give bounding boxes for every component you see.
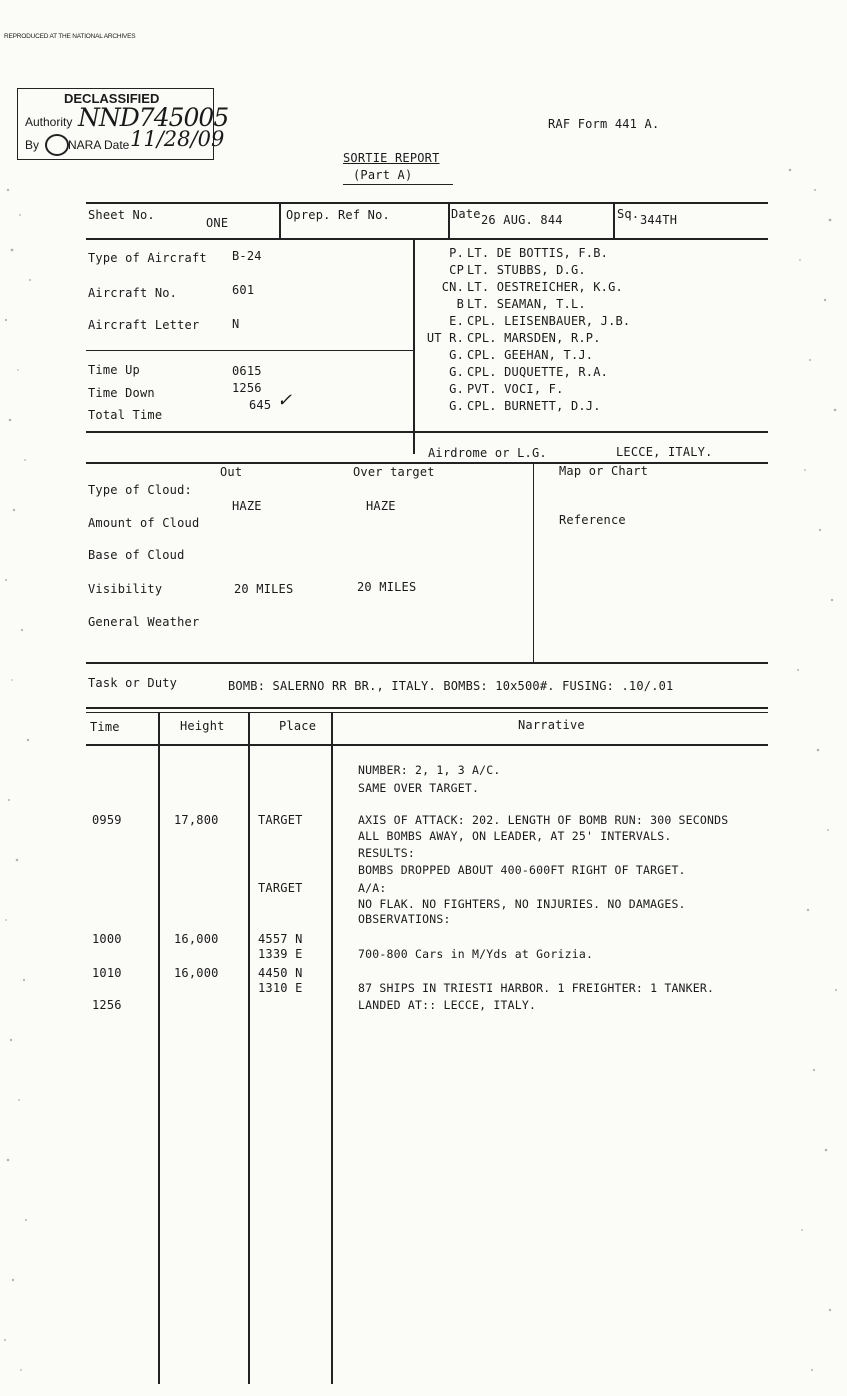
log-narrative: RESULTS: [358, 846, 415, 860]
sq-label: Sq. [617, 207, 640, 221]
crew-name: LT. SEAMAN, T.L. [467, 297, 586, 311]
declassified-heading: DECLASSIFIED [64, 91, 160, 106]
crew-role: G. [449, 382, 464, 396]
crew-name: CPL. MARSDEN, R.P. [467, 331, 601, 345]
scan-noise-left [0, 160, 40, 1396]
log-narrative: SAME OVER TARGET. [358, 781, 480, 795]
crew-role: E. [449, 314, 464, 328]
task-label: Task or Duty [88, 676, 178, 690]
authority-label: Authority [25, 115, 73, 129]
check-mark: ✓ [277, 390, 293, 411]
airdrome-label: Airdrome or L.G. [428, 446, 547, 460]
log-narrative: NO FLAK. NO FIGHTERS, NO INJURIES. NO DAMAGES. [358, 897, 686, 911]
crew-role: G. [449, 399, 464, 413]
crew-divider [413, 238, 415, 454]
sheet-label: Sheet No. [88, 208, 155, 222]
oprep-label: Oprep. Ref No. [286, 208, 390, 222]
cloud-amount-out: HAZE [232, 499, 262, 513]
weather-top-rule [86, 462, 768, 464]
form-number: RAF Form 441 A. [548, 117, 660, 131]
over-target-label: Over target [353, 465, 435, 479]
crew-name: CPL. LEISENBAUER, J.B. [467, 314, 631, 328]
crew-name: CPL. GEEHAN, T.J. [467, 348, 594, 362]
log-height: 16,000 [174, 932, 219, 946]
log-narrative: NUMBER: 2, 1, 3 A/C. [358, 763, 501, 777]
log-height: 16,000 [174, 966, 219, 980]
crew-role: UT R. [426, 331, 464, 345]
log-header-height: Height [180, 719, 225, 733]
sheet-value: ONE [206, 216, 229, 230]
declassified-stamp [17, 88, 229, 160]
header-bottom-rule [86, 238, 768, 240]
log-col-div-1 [158, 712, 160, 1384]
header-div-3 [613, 202, 615, 238]
aircraft-letter-value: N [232, 317, 240, 331]
task-value: BOMB: SALERNO RR BR., ITALY. BOMBS: 10x500#. FUSING: .10/.01 [228, 679, 674, 693]
title-rule [343, 184, 453, 185]
log-header-narrative: Narrative [518, 718, 585, 732]
log-col-div-3 [331, 712, 333, 1384]
crew-row [418, 365, 608, 379]
crew-row [418, 382, 564, 396]
crew-bottom-rule [86, 431, 768, 433]
crew-row [418, 331, 601, 345]
log-narrative: A/A: [358, 881, 387, 895]
reference-label: Reference [559, 513, 626, 527]
crew-name: CPL. BURNETT, D.J. [467, 399, 601, 413]
visibility-over: 20 MILES [357, 580, 417, 594]
date-label: Date [451, 207, 481, 221]
form-subtitle: (Part A) [353, 168, 413, 182]
crew-name: LT. OESTREICHER, K.G. [467, 280, 623, 294]
authority-value: NND745005 [78, 103, 229, 132]
map-chart-label: Map or Chart [559, 464, 649, 478]
visibility-label: Visibility [88, 582, 163, 596]
log-header-time: Time [90, 720, 120, 734]
log-place: 1310 E [258, 981, 303, 995]
weather-bottom-rule [86, 662, 768, 664]
visibility-out: 20 MILES [234, 582, 294, 596]
out-label: Out [220, 465, 243, 479]
log-narrative: LANDED AT:: LECCE, ITALY. [358, 998, 537, 1012]
log-place: TARGET [258, 813, 303, 827]
log-narrative: ALL BOMBS AWAY, ON LEADER, AT 25' INTERVALS. [358, 829, 672, 843]
log-place: 4450 N [258, 966, 303, 980]
crew-row [418, 314, 630, 328]
log-place: TARGET [258, 881, 303, 895]
log-col-div-2 [248, 712, 250, 1384]
cloud-amount-label: Amount of Cloud [88, 516, 200, 530]
initials-mark [45, 134, 69, 156]
by-label: By [25, 138, 40, 152]
scan-noise-right [770, 150, 847, 1396]
log-header-place: Place [279, 719, 317, 733]
crew-role: CP [449, 263, 464, 277]
nara-date-value: 11/28/09 [130, 127, 225, 151]
form-title: SORTIE REPORT [343, 151, 440, 165]
header-div-2 [448, 202, 450, 238]
log-narrative: BOMBS DROPPED ABOUT 400-600FT RIGHT OF TARGET. [358, 863, 686, 877]
log-time: 0959 [92, 813, 122, 827]
crew-row [418, 263, 586, 277]
header-top-rule [86, 202, 768, 204]
time-up-value: 0615 [232, 364, 262, 378]
aircraft-number-label: Aircraft No. [88, 286, 178, 300]
log-time: 1000 [92, 932, 122, 946]
log-header-rule [86, 744, 768, 746]
task-bottom-rule [86, 707, 768, 709]
airdrome-value: LECCE, ITALY. [616, 445, 713, 459]
crew-row [418, 297, 586, 311]
crew-row [418, 280, 623, 294]
total-time-label: Total Time [88, 408, 163, 422]
crew-row [418, 348, 593, 362]
log-narrative: 700-800 Cars in M/Yds at Gorizia. [358, 947, 594, 961]
crew-name: CPL. DUQUETTE, R.A. [467, 365, 609, 379]
time-down-label: Time Down [88, 386, 155, 400]
general-weather-label: General Weather [88, 615, 200, 629]
crew-row [418, 246, 608, 260]
aircraft-type-label: Type of Aircraft [88, 251, 207, 265]
crew-name: PVT. VOCI, F. [467, 382, 564, 396]
log-place: 1339 E [258, 947, 303, 961]
header-div-1 [279, 202, 281, 238]
crew-name: LT. STUBBS, D.G. [467, 263, 586, 277]
time-down-value: 1256 [232, 381, 262, 395]
weather-map-divider [533, 462, 534, 662]
crew-role: P. [449, 246, 464, 260]
cloud-amount-over: HAZE [366, 499, 396, 513]
aircraft-rule [86, 350, 413, 351]
log-narrative: OBSERVATIONS: [358, 912, 451, 926]
crew-role: B [456, 297, 464, 311]
cloud-base-label: Base of Cloud [88, 548, 185, 562]
log-place: 4557 N [258, 932, 303, 946]
aircraft-letter-label: Aircraft Letter [88, 318, 200, 332]
crew-name: LT. DE BOTTIS, F.B. [467, 246, 609, 260]
log-time: 1010 [92, 966, 122, 980]
date-value: 26 AUG. 844 [481, 213, 563, 227]
crew-role: CN. [441, 280, 464, 294]
total-time-value: 645 [249, 398, 272, 412]
task-bottom-rule-2 [86, 712, 768, 713]
crew-role: G. [449, 365, 464, 379]
aircraft-type-value: B-24 [232, 249, 262, 263]
log-height: 17,800 [174, 813, 219, 827]
log-time: 1256 [92, 998, 122, 1012]
time-up-label: Time Up [88, 363, 140, 377]
crew-role: G. [449, 348, 464, 362]
cloud-type-label: Type of Cloud: [88, 483, 192, 497]
archive-note: REPRODUCED AT THE NATIONAL ARCHIVES [4, 33, 136, 40]
nara-date-label: NARA Date [68, 138, 130, 152]
log-narrative: 87 SHIPS IN TRIESTI HARBOR. 1 FREIGHTER: 1 TANKER. [358, 981, 715, 995]
sq-value: 344TH [640, 213, 678, 227]
log-narrative: AXIS OF ATTACK: 202. LENGTH OF BOMB RUN: 300 SECONDS [358, 813, 729, 827]
crew-row [418, 399, 601, 413]
aircraft-number-value: 601 [232, 283, 255, 297]
